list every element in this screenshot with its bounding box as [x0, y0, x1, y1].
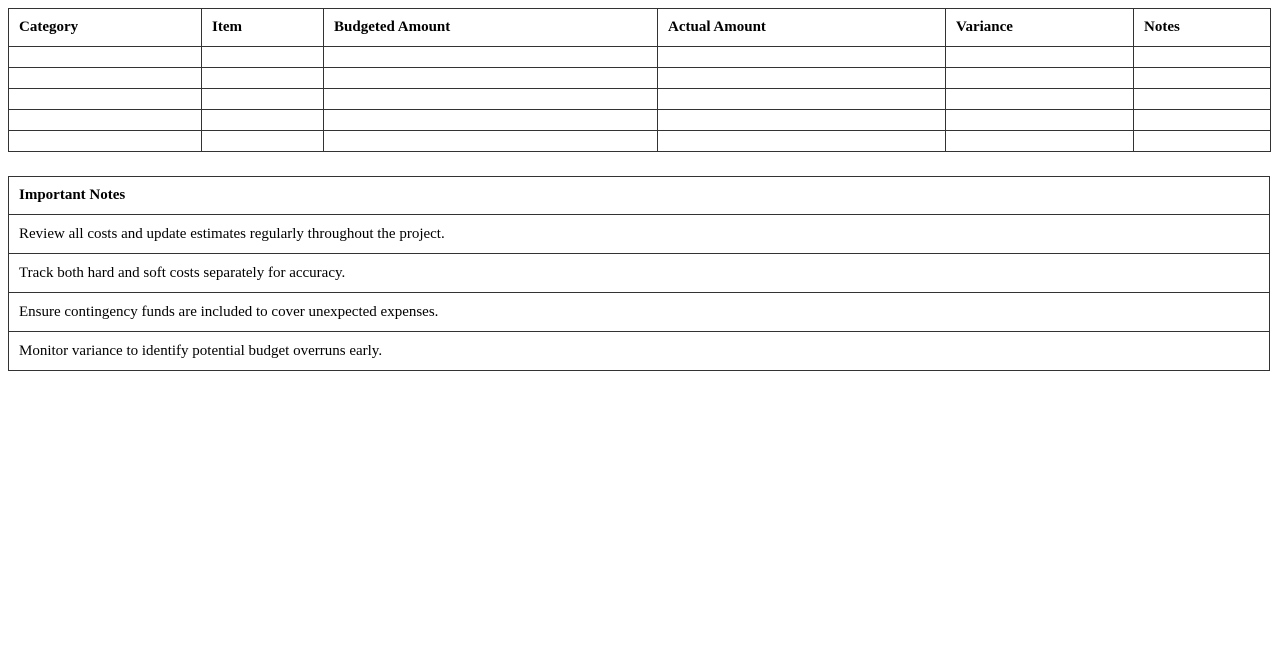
cell-notes[interactable] — [1134, 131, 1271, 152]
cell-category[interactable] — [9, 47, 202, 68]
cell-actual-amount[interactable] — [658, 89, 946, 110]
notes-title: Important Notes — [9, 177, 1270, 215]
cell-category[interactable] — [9, 89, 202, 110]
cell-budgeted-amount[interactable] — [324, 131, 658, 152]
header-variance: Variance — [946, 9, 1134, 47]
table-row — [9, 89, 1271, 110]
cell-category[interactable] — [9, 131, 202, 152]
cell-item[interactable] — [202, 68, 324, 89]
note-text: Ensure contingency funds are included to cover unexpected expenses. — [9, 293, 1270, 332]
cell-actual-amount[interactable] — [658, 131, 946, 152]
cell-item[interactable] — [202, 47, 324, 68]
header-budgeted-amount: Budgeted Amount — [324, 9, 658, 47]
cell-variance[interactable] — [946, 68, 1134, 89]
cell-item[interactable] — [202, 110, 324, 131]
note-text: Monitor variance to identify potential budget overruns early. — [9, 332, 1270, 371]
budget-table — [8, 8, 1271, 152]
cell-notes[interactable] — [1134, 47, 1271, 68]
cell-budgeted-amount[interactable] — [324, 89, 658, 110]
cell-budgeted-amount[interactable] — [324, 110, 658, 131]
cell-notes[interactable] — [1134, 68, 1271, 89]
header-notes: Notes — [1134, 9, 1271, 47]
header-actual-amount: Actual Amount — [658, 9, 946, 47]
cell-category[interactable] — [9, 110, 202, 131]
cell-notes[interactable] — [1134, 89, 1271, 110]
cell-actual-amount[interactable] — [658, 47, 946, 68]
cell-variance[interactable] — [946, 47, 1134, 68]
cell-actual-amount[interactable] — [658, 68, 946, 89]
cell-item[interactable] — [202, 131, 324, 152]
cell-category[interactable] — [9, 68, 202, 89]
cell-variance[interactable] — [946, 131, 1134, 152]
table-row — [9, 47, 1271, 68]
table-row — [9, 110, 1271, 131]
page-content — [8, 8, 1270, 371]
list-item — [9, 215, 1270, 254]
cell-notes[interactable] — [1134, 110, 1271, 131]
notes-header-row — [9, 177, 1270, 215]
header-category: Category — [9, 9, 202, 47]
cell-variance[interactable] — [946, 89, 1134, 110]
list-item — [9, 254, 1270, 293]
cell-budgeted-amount[interactable] — [324, 68, 658, 89]
important-notes-table — [8, 176, 1270, 371]
cell-item[interactable] — [202, 89, 324, 110]
note-text: Track both hard and soft costs separately for accuracy. — [9, 254, 1270, 293]
cell-actual-amount[interactable] — [658, 110, 946, 131]
table-row — [9, 68, 1271, 89]
list-item — [9, 332, 1270, 371]
cell-budgeted-amount[interactable] — [324, 47, 658, 68]
header-item: Item — [202, 9, 324, 47]
list-item — [9, 293, 1270, 332]
note-text: Review all costs and update estimates regularly throughout the project. — [9, 215, 1270, 254]
cell-variance[interactable] — [946, 110, 1134, 131]
table-row — [9, 131, 1271, 152]
budget-header-row — [9, 9, 1271, 47]
